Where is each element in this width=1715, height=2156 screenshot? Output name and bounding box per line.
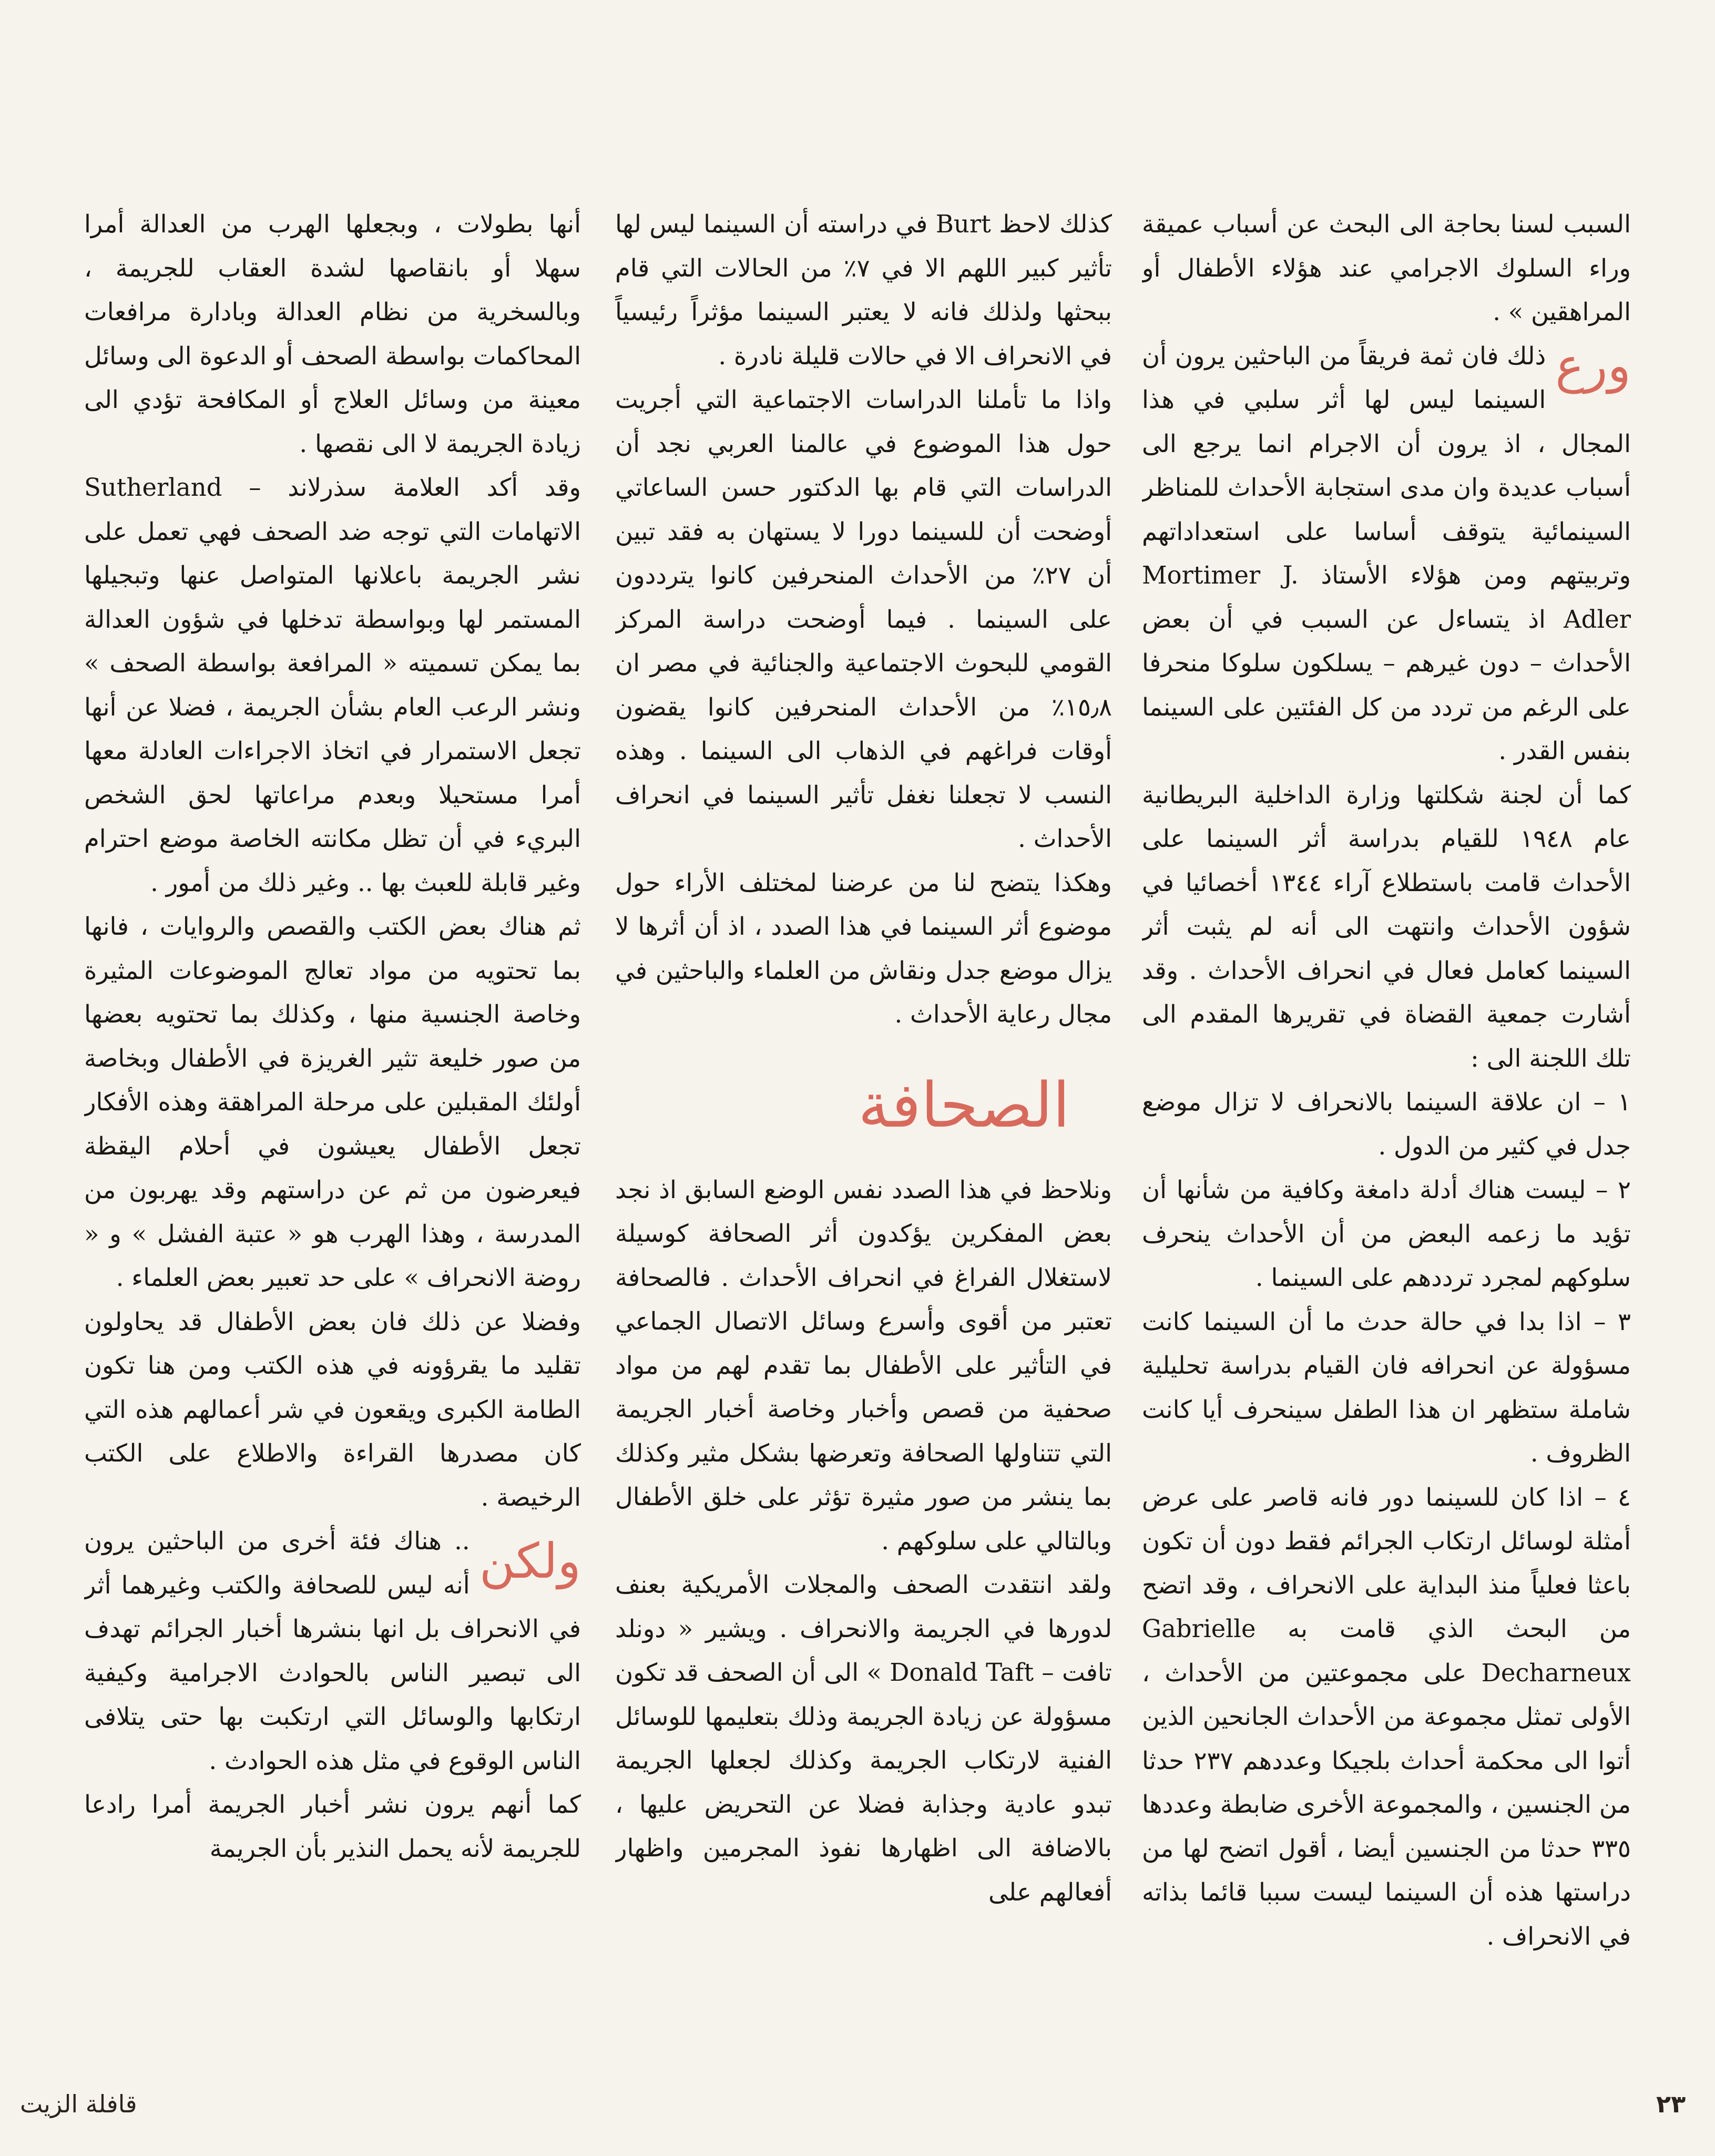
text-column-right [1142, 202, 1631, 2042]
page-number: ٢٣ [1656, 2090, 1686, 2118]
paragraph: السبب لسنا بحاجة الى البحث عن أسباب عميقة وراء السلوك الاجرامي عند هؤلاء الأطفال أو المراهقين » . [1142, 210, 1631, 326]
paragraph: ذلك فان ثمة فريقاً من الباحثين يرون أن السينما ليس لها أثر سلبي في هذا المجال ، اذ يرون أن الاجرام انما يرجع الى أسباب عديدة وان مدى استجابة الأحداث للمناظر السينمائية يتوقف أساسا على استعداداتهم وتربيتهم ومن هؤلاء الأستاذ Mortimer J. Adler اذ يتساءل عن السبب في أن بعض الأحداث – دون غيرهم – يسلكون سلوكا منحرفا على الرغم من تردد من كل الفئتين على السينما بنفس القدر . [1142, 341, 1631, 765]
decorative-initial-mark: ورع [1555, 337, 1631, 394]
paragraph: كما أنهم يرون نشر أخبار الجريمة أمرا رادعا للجريمة لأنه يحمل النذير بأن الجريمة [84, 1790, 581, 1863]
paragraph: كما أن لجنة شكلتها وزارة الداخلية البريطانية عام ١٩٤٨ للقيام بدراسة أثر السينما على الأحداث قامت باستطلاع آراء ١٣٤٤ أخصائيا في شؤون الأحداث وانتهت الى أنه لم يثبت أثر السينما كعامل فعال في انحراف الأحداث . وقد أشارت جمعية القضاة في تقريرها المقدم الى تلك اللجنة الى : [1142, 780, 1631, 1072]
paragraph: كذلك لاحظ Burt في دراسته أن السينما ليس لها تأثير كبير اللهم الا في ٧٪ من الحالات التي قام ببحثها ولذلك فانه لا يعتبر السينما مؤثراً رئيسياً في الانحراف الا في حالات قليلة نادرة . [615, 210, 1112, 370]
list-item: ١ – ان علاقة السينما بالانحراف لا تزال موضع جدل في كثير من الدول . [1142, 1088, 1631, 1160]
list-item: ٣ – اذا بدا في حالة حدث ما أن السينما كانت مسؤولة عن انحرافه فان القيام بدراسة تحليلية شاملة ستظهر ان هذا الطفل سينحرف أيا كانت الظروف . [1142, 1307, 1631, 1467]
text-column-middle [615, 202, 1112, 2042]
paragraph: ثم هناك بعض الكتب والقصص والروايات ، فانها بما تحتويه من مواد تعالج الموضوعات المثيرة وخاصة الجنسية منها ، وكذلك بما تحتويه بعضها من صور خليعة تثير الغريزة في الأطفال وبخاصة أولئك المقبلين على مرحلة المراهقة وهذه الأفكار تجعل الأطفال يعيشون في أحلام اليقظة فيعرضون من ثم عن دراستهم وقد يهربون من المدرسة ، وهذا الهرب هو « عتبة الفشل » و « روضة الانحراف » على حد تعبير بعض العلماء . [84, 912, 581, 1292]
decorative-initial-mark: ولكن [479, 1533, 581, 1589]
list-item: ٤ – اذا كان للسينما دور فانه قاصر على عرض أمثلة لوسائل ارتكاب الجرائم فقط دون أن تكون باعثا فعلياً منذ البداية على الانحراف ، وقد اتضح من البحث الذي قامت به Gabrielle Decharneux على مجموعتين من الأحداث ، الأولى تمثل مجموعة من الأحداث الجانحين الذين أتوا الى محكمة أحداث بلجيكا وعددهم ٢٣٧ حدثا من الجنسين ، والمجموعة الأخرى ضابطة وعددها ٣٣٥ حدثا من الجنسين أيضا ، أقول اتضح لها من دراستها هذه أن السينما ليست سببا قائما بذاته في الانحراف . [1142, 1483, 1631, 1950]
paragraph: .. هناك فئة أخرى من الباحثين يرون أنه ليس للصحافة والكتب وغيرهما أثر في الانحراف بل انها بنشرها أخبار الجرائم تهدف الى تبصير الناس بالحوادث الاجرامية وكيفية ارتكابها والوسائل التي ارتكبت بها حتى يتلافى الناس الوقوع في مثل هذه الحوادث . [84, 1527, 581, 1775]
paragraph: وهكذا يتضح لنا من عرضنا لمختلف الأراء حول موضوع أثر السينما في هذا الصدد ، اذ أن أثرها لا يزال موضع جدل ونقاش من العلماء والباحثين في مجال رعاية الأحداث . [615, 868, 1112, 1028]
section-heading: الصحافة [858, 1068, 1070, 1141]
paragraph: وفضلا عن ذلك فان بعض الأطفال قد يحاولون تقليد ما يقرؤونه في هذه الكتب ومن هنا تكون الطامة الكبرى ويقعون في شر أعمالهم هذه التي كان مصدرها القراءة والاطلاع على الكتب الرخيصة . [84, 1307, 581, 1511]
paragraph: واذا ما تأملنا الدراسات الاجتماعية التي أجريت حول هذا الموضوع في عالمنا العربي نجد أن الدراسات التي قام بها الدكتور حسن الساعاتي أوضحت أن للسينما دورا لا يستهان به فقد تبين أن ٢٧٪ من الأحداث المنحرفين كانوا يترددون على السينما . فيما أوضحت دراسة المركز القومي للبحوث الاجتماعية والجنائية في مصر ان ١٥٫٨٪ من الأحداث المنحرفين كانوا يقضون أوقات فراغهم في الذهاب الى السينما . وهذه النسب لا تجعلنا نغفل تأثير السينما في انحراف الأحداث . [615, 385, 1112, 853]
list-item: ٢ – ليست هناك أدلة دامغة وكافية من شأنها أن تؤيد ما زعمه البعض من أن الأحداث ينحرف سلوكهم لمجرد ترددهم على السينما . [1142, 1176, 1631, 1292]
text-column-left [84, 202, 581, 2042]
paragraph: أنها بطولات ، وبجعلها الهرب من العدالة أمرا سهلا أو بانقاصها لشدة العقاب للجريمة ، وبالسخرية من نظام العدالة وبادارة مرافعات المحاكمات بواسطة الصحف أو الدعوة الى وسائل معينة من وسائل العلاج أو المكافحة تؤدي الى زيادة الجريمة لا الى نقصها . [84, 210, 581, 458]
magazine-name: قافلة الزيت [20, 2090, 137, 2118]
paragraph: ولقد انتقدت الصحف والمجلات الأمريكية بعنف لدورها في الجريمة والانحراف . ويشير « دونلد تافت – Donald Taft » الى أن الصحف قد تكون مسؤولة عن زيادة الجريمة وذلك بتعليمها للوسائل الفنية لارتكاب الجريمة وكذلك لجعلها الجريمة تبدو عادية وجذابة فضلا عن التحريض عليها ، بالاضافة الى اظهارها نفوذ المجرمين واظهار أفعالهم على [615, 1570, 1112, 1906]
paragraph: ونلاحظ في هذا الصدد نفس الوضع السابق اذ نجد بعض المفكرين يؤكدون أثر الصحافة كوسيلة لاستغلال الفراغ في انحراف الأحداث . فالصحافة تعتبر من أقوى وأسرع وسائل الاتصال الجماعي في التأثير على الأطفال بما تقدم لهم من مواد صحفية من قصص وأخبار وخاصة أخبار الجريمة التي تتناولها الصحافة وتعرضها بشكل مثير وكذلك بما ينشر من صور مثيرة تؤثر على خلق الأطفال وبالتالي على سلوكهم . [615, 1175, 1112, 1555]
paragraph: وقد أكد العلامة سذرلاند – Sutherland الاتهامات التي توجه ضد الصحف فهي تعمل على نشر الجريمة باعلانها المتواصل عنها وتبجيلها المستمر لها وبواسطة تدخلها في شؤون العدالة بما يمكن تسميته « المرافعة بواسطة الصحف » ونشر الرعب العام بشأن الجريمة ، فضلا عن أنها تجعل الاستمرار في اتخاذ الاجراءات العادلة معها أمرا مستحيلا وبعدم مراعاتها لحق الشخص البريء في أن تظل مكانته الخاصة موضع احترام وغير قابلة للعبث بها .. وغير ذلك من أمور . [84, 473, 581, 897]
